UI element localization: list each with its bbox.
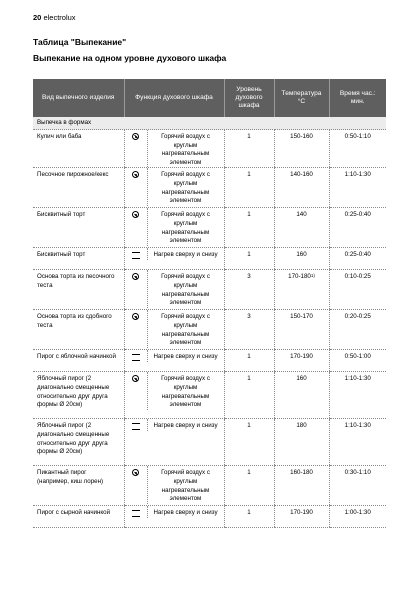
function-text: Нагрев сверху и снизу — [147, 248, 224, 260]
temperature-footnote: 1) — [310, 273, 315, 279]
page-number: 20 — [33, 13, 42, 22]
table-row — [33, 310, 386, 350]
cell-temperature — [274, 466, 329, 506]
function-text: Горячий воздух с круглым нагревательным элементом — [147, 372, 224, 409]
temperature-value: 170-190 — [290, 353, 313, 361]
temperature-value: 170-180 — [288, 273, 311, 281]
temperature-value: 150-160 — [290, 133, 313, 140]
cell-type: Кулич или баба — [33, 130, 124, 168]
function-text: Нагрев сверху и снизу — [147, 506, 224, 518]
brand-name: electrolux — [43, 13, 76, 22]
fan-ring-icon — [132, 273, 139, 280]
page-header — [33, 13, 76, 22]
cell-function — [124, 506, 224, 528]
cell-type: Песочное пирожное/кекс — [33, 168, 124, 208]
cell-temperature — [274, 506, 329, 528]
temperature-value: 150-170 — [290, 313, 313, 321]
cell-function — [124, 350, 224, 372]
function-text: Горячий воздух с круглым нагревательным элементом — [147, 466, 224, 503]
cell-function — [124, 248, 224, 270]
cell-level: 1 — [224, 350, 274, 372]
cell-type: Бисквитный торт — [33, 208, 124, 248]
function-text: Горячий воздух с круглым нагревательным элементом — [147, 130, 224, 167]
cell-level: 1 — [224, 168, 274, 208]
table-header-row — [33, 79, 386, 117]
cell-type: Основа торта из песочного теста — [33, 270, 124, 310]
column-header-type: Вид выпечного изделия — [33, 79, 124, 117]
cell-level: 3 — [224, 310, 274, 350]
table-title: Таблица "Выпекание" — [33, 37, 127, 47]
cell-function — [124, 130, 224, 168]
table-row — [33, 270, 386, 310]
temperature-value: 140 — [296, 211, 307, 219]
temperature-value: 180 — [296, 422, 307, 430]
cell-type: Бисквитный торт — [33, 248, 124, 270]
cell-temperature — [274, 248, 329, 270]
cell-time: 1:10-1:30 — [329, 419, 386, 466]
cell-function — [124, 372, 224, 419]
cell-time: 1:00-1:30 — [329, 506, 386, 528]
cell-type: Пирог с яблочной начинкой — [33, 350, 124, 372]
temperature-value: 160 — [296, 375, 307, 383]
cell-function — [124, 310, 224, 350]
table-row — [33, 168, 386, 208]
table-row — [33, 208, 386, 248]
cell-function — [124, 419, 224, 466]
cell-temperature — [274, 208, 329, 248]
function-text: Нагрев сверху и снизу — [147, 350, 224, 362]
cell-time: 0:30-1:10 — [329, 466, 386, 506]
table-row — [33, 130, 386, 168]
function-text: Нагрев сверху и снизу — [147, 419, 224, 431]
cell-function — [124, 208, 224, 248]
cell-level: 1 — [224, 372, 274, 419]
section-label: Выпечка в формах — [33, 117, 386, 130]
cell-time: 0:25-0:40 — [329, 248, 386, 270]
temperature-value: 140-160 — [290, 171, 313, 179]
cell-time: 0:50-1:10 — [329, 130, 386, 168]
cell-level: 1 — [224, 248, 274, 270]
cell-type: Яблочный пирог (2 диагонально смещенные относительно друг друга формы Ø 20см) — [33, 419, 124, 466]
cell-time: 0:20-0:25 — [329, 310, 386, 350]
top-bottom-heat-icon — [132, 252, 140, 259]
cell-temperature — [274, 419, 329, 466]
cell-temperature — [274, 130, 329, 168]
cell-temperature — [274, 372, 329, 419]
fan-ring-icon — [132, 469, 139, 476]
table-row — [33, 506, 386, 528]
fan-ring-icon — [132, 375, 139, 382]
cell-level: 3 — [224, 270, 274, 310]
function-text: Горячий воздух с круглым нагревательным элементом — [147, 208, 224, 245]
table-row — [33, 350, 386, 372]
cell-function — [124, 466, 224, 506]
top-bottom-heat-icon — [132, 354, 140, 361]
table-row — [33, 372, 386, 419]
column-header-temperature: Температура °C — [274, 79, 329, 117]
function-text: Горячий воздух с круглым нагревательным элементом — [147, 270, 224, 307]
function-text: Горячий воздух с круглым нагревательным элементом — [147, 168, 224, 205]
table-row — [33, 466, 386, 506]
cell-level: 1 — [224, 419, 274, 466]
cell-type: Пирог с сырной начинкой — [33, 506, 124, 528]
cell-temperature — [274, 168, 329, 208]
cell-type: Пикантный пирог (например, киш лорен) — [33, 466, 124, 506]
function-text: Горячий воздух с круглым нагревательным элементом — [147, 310, 224, 347]
cell-temperature — [274, 350, 329, 372]
temperature-value: 160-180 — [290, 469, 313, 477]
table-row — [33, 248, 386, 270]
cell-type: Яблочный пирог (2 диагонально смещенные относительно друг друга формы Ø 20см) — [33, 372, 124, 419]
temperature-value: 170-190 — [290, 509, 313, 517]
cell-time: 0:50-1:00 — [329, 350, 386, 372]
top-bottom-heat-icon — [132, 423, 140, 430]
cell-temperature — [274, 310, 329, 350]
cell-time: 1:10-1:30 — [329, 372, 386, 419]
fan-ring-icon — [132, 133, 139, 140]
cell-time: 1:10-1:30 — [329, 168, 386, 208]
column-header-time: Время час.: мин. — [329, 79, 386, 117]
cell-level: 1 — [224, 506, 274, 528]
fan-ring-icon — [132, 171, 139, 178]
fan-ring-icon — [132, 211, 139, 218]
cell-time: 0:10-0:25 — [329, 270, 386, 310]
section-row — [33, 117, 386, 130]
cell-time: 0:25-0:40 — [329, 208, 386, 248]
baking-table — [33, 79, 386, 528]
cell-level: 1 — [224, 130, 274, 168]
column-header-function: Функция духового шкафа — [124, 79, 224, 117]
cell-level: 1 — [224, 466, 274, 506]
table-subtitle: Выпекание на одном уровне духового шкафа — [33, 53, 227, 63]
top-bottom-heat-icon — [132, 510, 140, 517]
fan-ring-icon — [132, 313, 139, 320]
cell-level: 1 — [224, 208, 274, 248]
cell-function — [124, 168, 224, 208]
table-row — [33, 419, 386, 466]
cell-type: Основа торта из сдобного теста — [33, 310, 124, 350]
temperature-value: 160 — [296, 251, 307, 259]
cell-temperature — [274, 270, 329, 310]
cell-function — [124, 270, 224, 310]
column-header-level: Уровень духового шкафа — [224, 79, 274, 117]
